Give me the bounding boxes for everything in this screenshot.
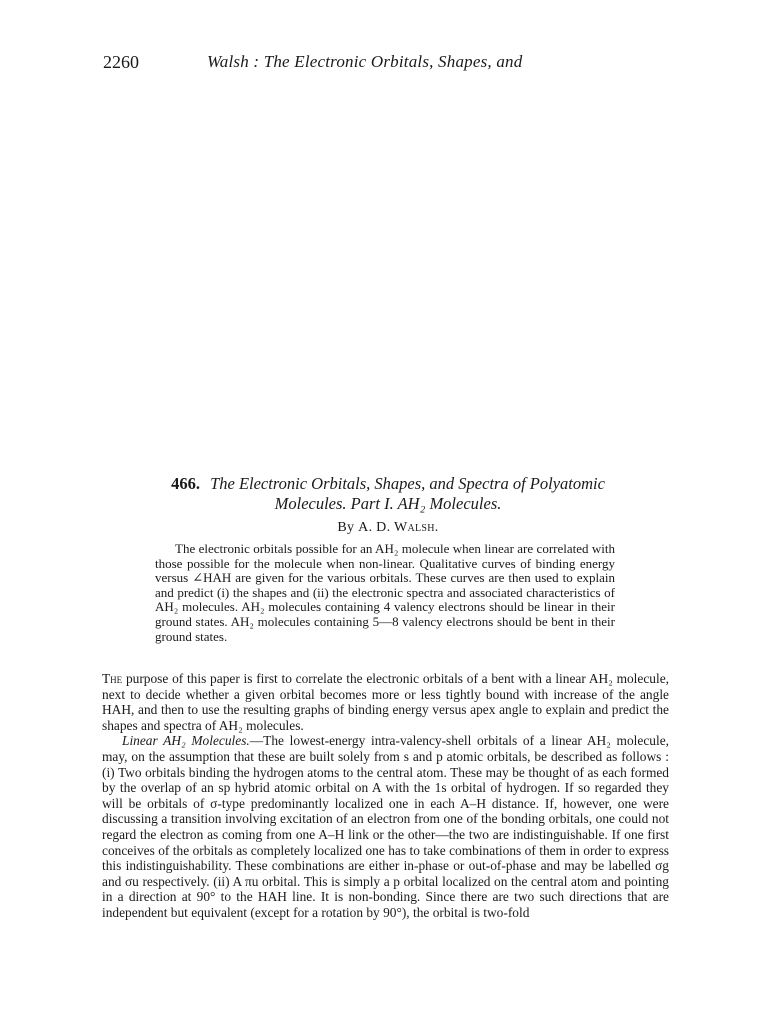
article-header <box>100 474 676 536</box>
running-head <box>103 52 673 74</box>
author-name: A. D. Walsh. <box>358 520 439 535</box>
paragraph-2 <box>102 733 669 920</box>
abstract <box>155 542 615 644</box>
byline <box>100 520 676 536</box>
byline-prefix: By <box>337 520 355 535</box>
article-number: 466. <box>171 474 200 493</box>
body-text <box>102 671 669 921</box>
article-title-part-1: The Electronic Orbitals, Shapes, and Spectra of Polyatomic <box>210 474 605 493</box>
article-title-part-2: Molecules. Part I. AH₂ Molecules. <box>274 494 502 513</box>
abstract-text: The electronic orbitals possible for an AH₂ molecule when linear are correlated with those possible for the molecule when non-linear. Qualitative curves of binding energy versus ∠HAH are given for the various orbitals. These curves are then used to explain and predict (i) the shapes and (ii) the electronic spectra and associated characteristics of AH₂ molecules. AH₂ molecules containing 4 valency electrons should be linear in their ground states. AH₂ molecules containing 5—8 valency electrons should be bent in their ground states. <box>155 541 615 644</box>
article-title-line-1 <box>100 474 676 494</box>
page-number: 2260 <box>103 52 139 72</box>
article-title-line-2 <box>100 494 676 514</box>
paragraph-1 <box>102 671 669 733</box>
paragraph-1-text: purpose of this paper is first to correlate the electronic orbitals of a bent with a linear AH₂ molecule, next to decide whether a given orbital becomes more or less tightly bound with increase of the angle HAH, and then to use the resulting graphs of binding energy versus apex angle to explain and predict the shapes and spectra of AH₂ molecules. <box>102 671 669 733</box>
paragraph-2-text: —The lowest-energy intra-valency-shell orbitals of a linear AH₂ molecule, may, on the assumption that these are built solely from s and p atomic orbitals, be described as follows : (i) Two orbitals binding the hydrogen atoms to the central atom. These may be thought of as each formed by the overlap of an sp hybrid atomic orbital on A with the 1s orbital of hydrogen. If so regarded they will be orbitals of σ-type predominantly localized one in each A–H distance. If, however, one were discussing a transition involving excitation of an electron from one of the bonding orbitals, one could not regard the electron as coming from one A–H link or the other—the two are indistinguishable. If one first conceives of the orbitals as completely localized one has to take combinations of them in order to express this indistinguishability. These combinations are either in-phase or out-of-phase and may be labelled σg and σu respectively. (ii) A πu orbital. This is simply a p orbital localized on the central atom and pointing in a direction at 90° to the HAH line. It is non-bonding. Since there are two such directions that are independent but equivalent (except for a rotation by 90°), the orbital is two-fold <box>102 733 669 920</box>
paragraph-1-lead: The <box>102 671 123 686</box>
running-title: Walsh : The Electronic Orbitals, Shapes, and <box>207 52 523 71</box>
section-heading-linear-ah2: Linear AH₂ Molecules. <box>122 733 250 749</box>
